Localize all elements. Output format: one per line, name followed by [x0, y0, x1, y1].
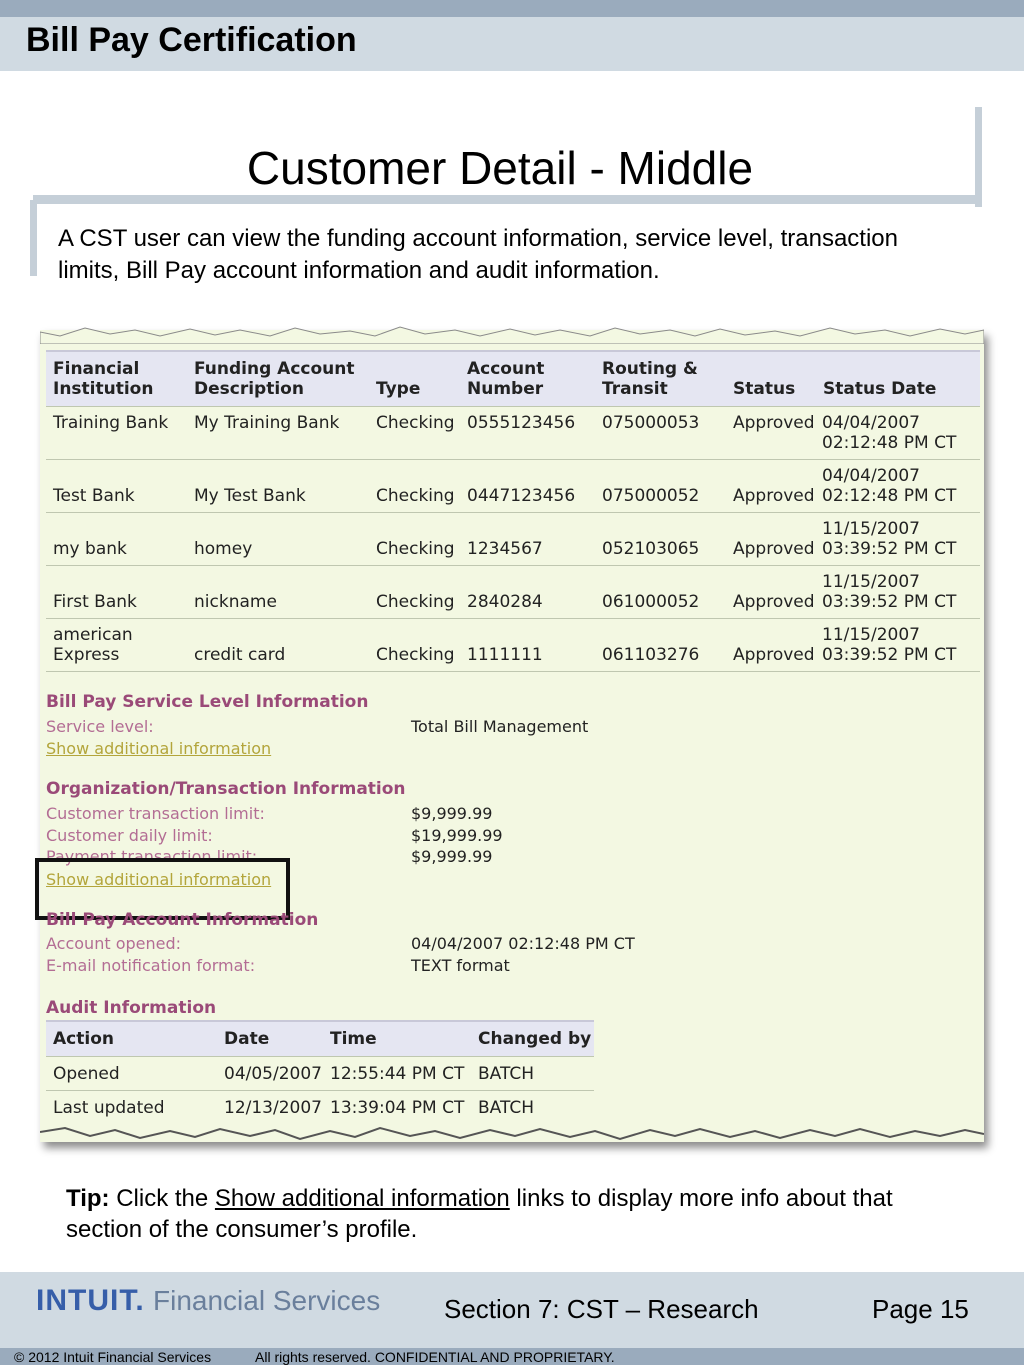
col-type: Type [376, 379, 421, 399]
table-row [46, 619, 980, 672]
tip-text [66, 1183, 926, 1245]
cell-date: 11/15/2007 [822, 572, 920, 592]
cell-description: My Test Bank [194, 486, 306, 506]
cell-type: Checking [376, 486, 455, 506]
cell-type: Checking [376, 592, 455, 612]
title-underline [33, 195, 982, 204]
audit-title: Audit Information [46, 998, 217, 1018]
torn-edge-top [40, 324, 984, 344]
daily-limit-value: $19,999.99 [411, 826, 503, 845]
cell-institution: my bank [53, 539, 127, 559]
cell-routing: 075000053 [602, 413, 700, 433]
show-additional-info-link[interactable]: Show additional information [46, 739, 272, 758]
tip-link[interactable]: Show additional information [214, 1185, 510, 1212]
payment-limit-label: Payment transaction limit: [46, 847, 258, 866]
customer-tx-limit-value: $9,999.99 [411, 804, 493, 823]
cell-description: nickname [194, 592, 277, 612]
cell-account: 2840284 [467, 592, 543, 612]
daily-limit-label: Customer daily limit: [46, 826, 213, 845]
table-row [46, 513, 980, 566]
account-opened-label: Account opened: [46, 934, 182, 953]
cell-changed-by: BATCH [478, 1098, 535, 1118]
cell-time: 13:39:04 PM CT [330, 1098, 465, 1118]
col-account-1: Account [467, 359, 545, 379]
cell-type: Checking [376, 645, 455, 665]
col-date: Date [224, 1029, 270, 1049]
table-header [46, 350, 980, 407]
table-row [46, 566, 980, 619]
table-row [46, 407, 980, 460]
table-row [46, 1057, 594, 1091]
billpay-account-title: Bill Pay Account Information [46, 910, 319, 930]
cell-date: 04/05/2007 [224, 1064, 322, 1084]
col-action: Action [53, 1029, 114, 1049]
cell-date: 04/04/2007 [822, 413, 920, 433]
screenshot-panel [40, 330, 984, 1142]
cell-time: 12:55:44 PM CT [330, 1064, 465, 1084]
payment-limit-value: $9,999.99 [411, 847, 493, 866]
cell-time: 03:39:52 PM CT [822, 645, 957, 665]
logo-mark: INTUIT. [36, 1284, 145, 1317]
rights-notice: All rights reserved. CONFIDENTIAL AND PROPRIETARY. [255, 1349, 615, 1365]
col-account-2: Number [467, 379, 544, 399]
cell-date: 12/13/2007 [224, 1098, 322, 1118]
cell-routing: 061103276 [602, 645, 700, 665]
page-number: Page 15 [872, 1294, 969, 1324]
torn-edge-bottom [40, 1122, 984, 1144]
cell-date: 11/15/2007 [822, 519, 920, 539]
org-transaction-title: Organization/Transaction Information [46, 779, 406, 799]
service-level-title: Bill Pay Service Level Information [46, 692, 369, 712]
tip-post: links to display more info about that section of the consumer’s profile. [66, 1185, 893, 1243]
cell-status: Approved [733, 413, 815, 433]
cell-description: homey [194, 539, 253, 559]
cell-account: 0447123456 [467, 486, 576, 506]
cell-routing: 052103065 [602, 539, 700, 559]
col-description-1: Funding Account [194, 359, 355, 379]
tip-pre: Click the [109, 1185, 215, 1212]
cell-institution: First Bank [53, 592, 137, 612]
cell-date: 11/15/2007 [822, 625, 920, 645]
show-additional-info-link[interactable]: Show additional information [46, 870, 272, 889]
cell-account: 1111111 [467, 645, 543, 665]
cell-description: credit card [194, 645, 286, 665]
slide-title: Customer Detail - Middle [246, 142, 754, 194]
service-level-label: Service level: [46, 717, 154, 736]
cell-time: 03:39:52 PM CT [822, 592, 957, 612]
cell-routing: 061000052 [602, 592, 700, 612]
cell-institution: american [53, 625, 133, 645]
logo-text: Financial Services [153, 1285, 381, 1316]
cell-account: 1234567 [467, 539, 543, 559]
intuit-logo [36, 1284, 380, 1318]
col-status: Status [733, 379, 796, 399]
cell-time: 02:12:48 PM CT [822, 486, 957, 506]
top-bar [0, 0, 1024, 17]
header-title: Bill Pay Certification [26, 21, 357, 59]
tip-label: Tip: [66, 1185, 110, 1212]
cell-status: Approved [733, 592, 815, 612]
email-format-label: E-mail notification format: [46, 956, 256, 975]
cell-routing: 075000052 [602, 486, 700, 506]
col-description-2: Description [194, 379, 304, 399]
table-row [46, 460, 980, 513]
col-routing-1: Routing & [602, 359, 698, 379]
customer-tx-limit-label: Customer transaction limit: [46, 804, 265, 823]
cell-status: Approved [733, 645, 815, 665]
intro-accent-bar [30, 200, 37, 276]
table-header [46, 1020, 594, 1057]
footer-section: Section 7: CST – Research [444, 1294, 759, 1324]
cell-time: 03:39:52 PM CT [822, 539, 957, 559]
cell-description: My Training Bank [194, 413, 340, 433]
col-institution-1: Financial [53, 359, 140, 379]
copyright: © 2012 Intuit Financial Services [14, 1349, 212, 1365]
intro-text: A CST user can view the funding account information, service level, transaction limits, Bill Pay account information and audit information. [58, 225, 898, 284]
account-opened-value: 04/04/2007 02:12:48 PM CT [411, 934, 635, 953]
cell-action: Last updated [53, 1098, 165, 1118]
cell-institution: Test Bank [53, 486, 135, 506]
cell-action: Opened [53, 1064, 120, 1084]
cell-institution: Training Bank [53, 413, 169, 433]
cell-date: 04/04/2007 [822, 466, 920, 486]
service-level-value: Total Bill Management [411, 717, 589, 736]
col-changed-by: Changed by [478, 1029, 592, 1049]
cell-status: Approved [733, 486, 815, 506]
col-status-date: Status Date [823, 379, 937, 399]
cell-institution-line2: Express [53, 645, 120, 665]
funding-accounts-table [46, 350, 980, 672]
cell-type: Checking [376, 539, 455, 559]
col-time: Time [330, 1029, 377, 1049]
cell-status: Approved [733, 539, 815, 559]
cell-account: 0555123456 [467, 413, 576, 433]
col-institution-2: Institution [53, 379, 154, 399]
col-routing-2: Transit [602, 379, 668, 399]
audit-table [46, 1020, 594, 1125]
cell-changed-by: BATCH [478, 1064, 535, 1084]
cell-time: 02:12:48 PM CT [822, 433, 957, 453]
table-row [46, 1091, 594, 1125]
cell-type: Checking [376, 413, 455, 433]
email-format-value: TEXT format [411, 956, 510, 975]
